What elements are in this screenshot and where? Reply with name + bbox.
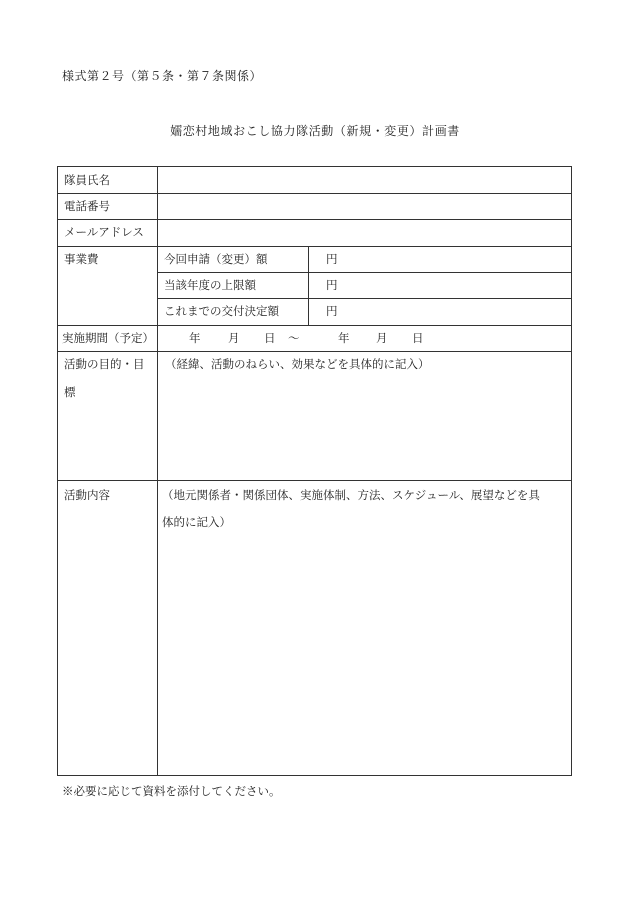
label-column-divider	[157, 167, 158, 775]
attachment-note: ※必要に応じて資料を添付してください。	[62, 784, 281, 798]
activity-content-label: 活動内容	[64, 488, 110, 502]
current-application-amount-unit[interactable]: 円	[326, 252, 338, 266]
purpose-label-line2: 標	[64, 385, 76, 399]
period-tilde: ～	[288, 331, 300, 345]
member-name-label: 隊員氏名	[64, 173, 110, 187]
row-divider	[58, 480, 571, 481]
period-start-day[interactable]: 日	[264, 331, 276, 345]
current-application-amount-label: 今回申請（変更）額	[164, 252, 268, 266]
phone-label: 電話番号	[64, 199, 110, 213]
purpose-hint[interactable]: （経緯、活動のねらい、効果などを具体的に記入）	[165, 357, 430, 371]
granted-amount-unit[interactable]: 円	[326, 304, 338, 318]
period-end-month[interactable]: 月	[376, 331, 388, 345]
period-start-year[interactable]: 年	[189, 331, 201, 345]
row-divider	[58, 246, 571, 247]
period-end-year[interactable]: 年	[338, 331, 350, 345]
plan-form-table	[57, 166, 572, 776]
form-number: 様式第２号（第５条・第７条関係）	[62, 69, 263, 83]
period-end-day[interactable]: 日	[412, 331, 424, 345]
annual-limit-unit[interactable]: 円	[326, 278, 338, 292]
granted-amount-label: これまでの交付決定額	[164, 304, 279, 318]
annual-limit-label: 当該年度の上限額	[164, 278, 256, 292]
activity-content-hint-line1[interactable]: （地元関係者・関係団体、実施体制、方法、スケジュール、展望などを具	[162, 488, 540, 502]
cost-column-divider	[308, 246, 309, 325]
phone-field[interactable]	[158, 193, 570, 219]
activity-content-hint-line2[interactable]: 体的に記入）	[162, 515, 231, 529]
member-name-field[interactable]	[158, 167, 570, 193]
document-title: 嬬恋村地域おこし協力隊活動（新規・変更）計画書	[170, 124, 460, 138]
email-label: メールアドレス	[64, 225, 144, 239]
purpose-label-line1: 活動の目的・目	[64, 357, 145, 371]
project-cost-label: 事業費	[64, 252, 99, 266]
period-start-month[interactable]: 月	[228, 331, 240, 345]
period-label: 実施期間（予定）	[62, 331, 154, 345]
email-field[interactable]	[158, 219, 570, 245]
